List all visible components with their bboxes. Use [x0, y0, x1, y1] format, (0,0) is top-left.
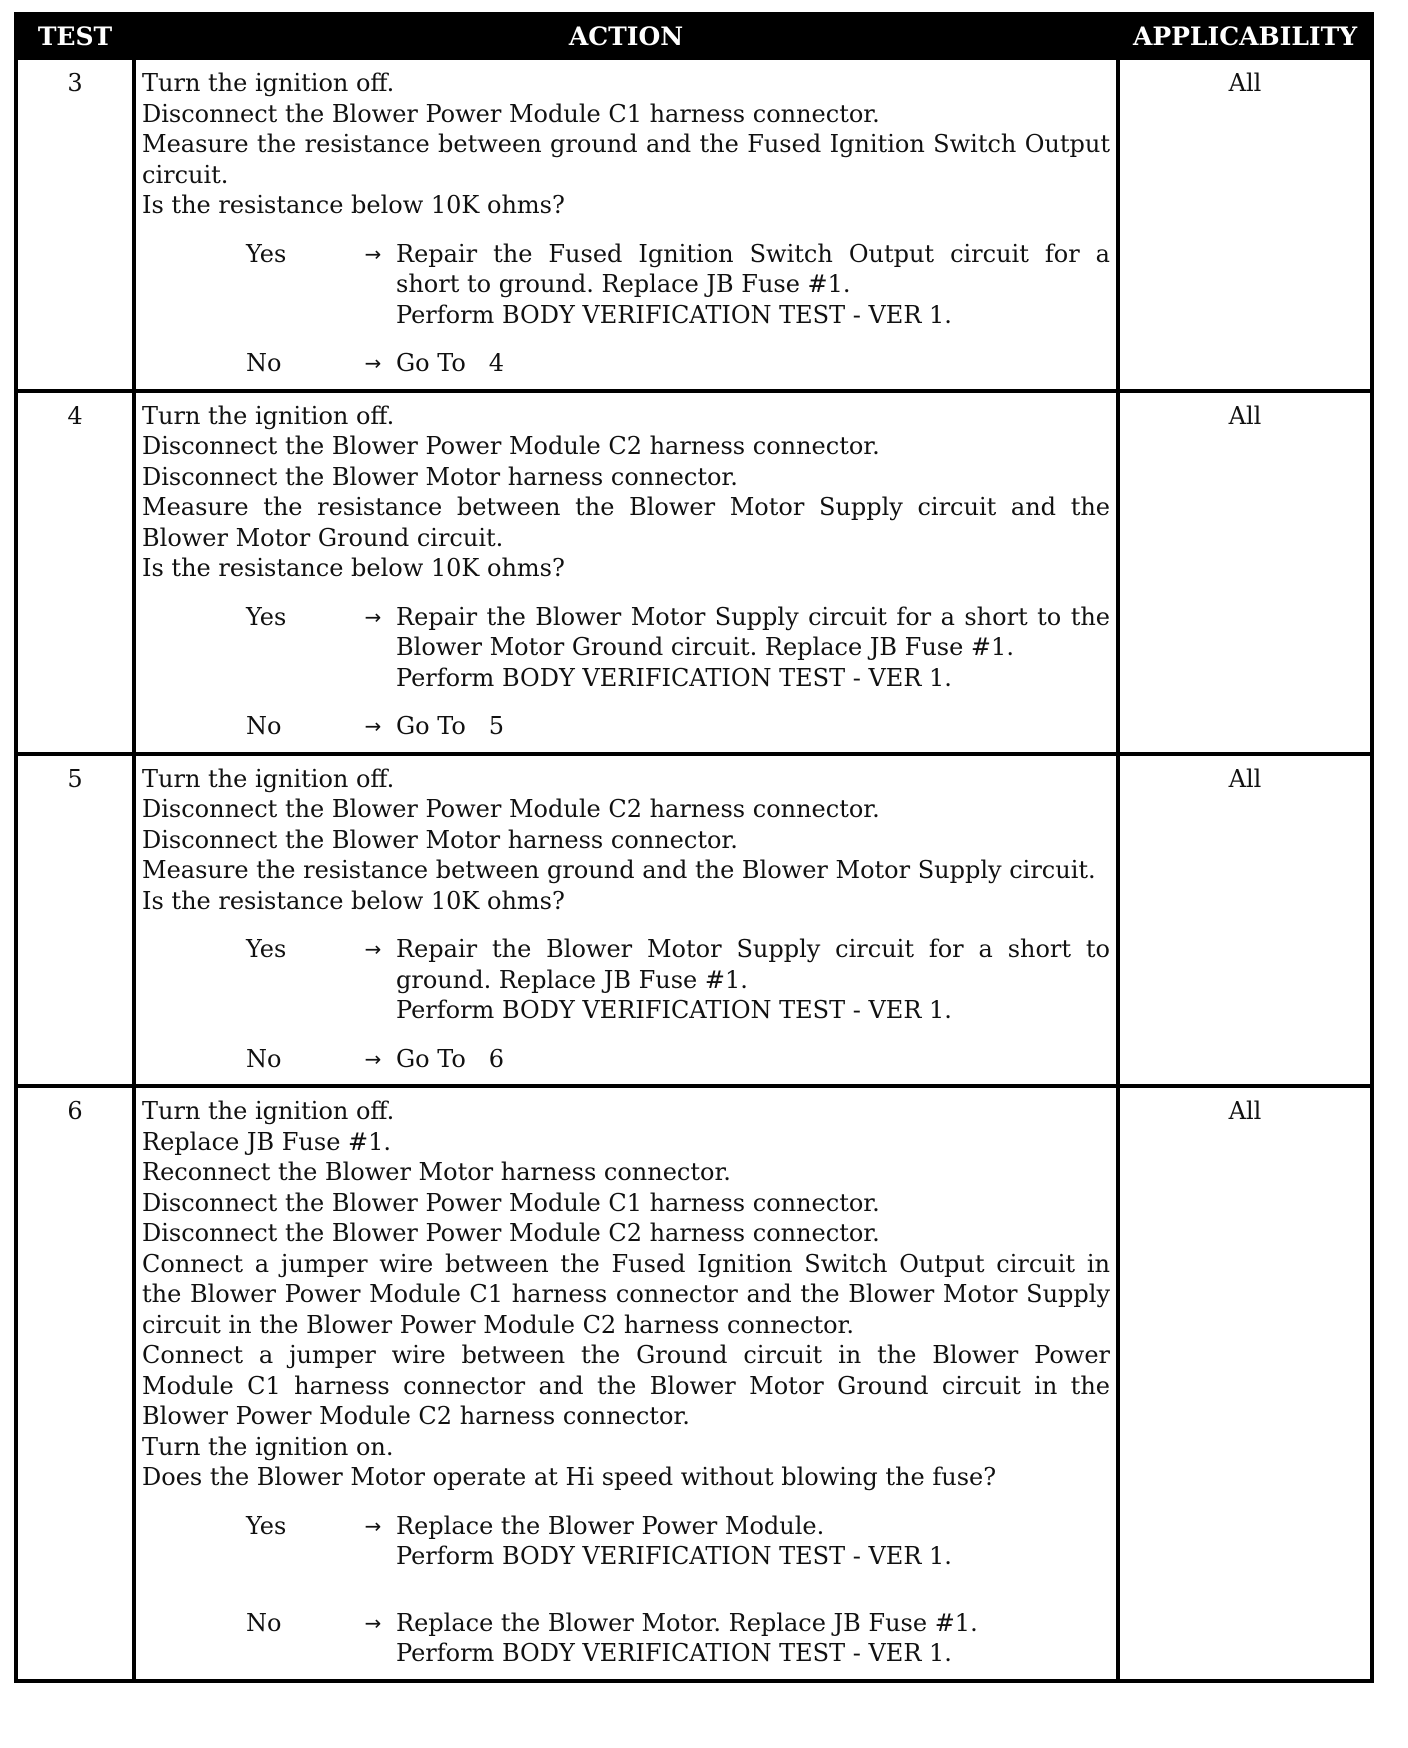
action-step: Measure the resistance between ground and the Fused Ignition Switch Output circuit.	[142, 130, 1110, 189]
no-result	[246, 1044, 1110, 1075]
yes-label: Yes	[246, 602, 287, 631]
table-row	[16, 58, 1372, 391]
action-step: Connect a jumper wire between the Ground circuit in the Blower Power Module C1 harness connector and the Blower Motor Ground circuit in the Blower Power Module C2 harness connector.	[142, 1341, 1110, 1430]
result-line: Replace the Blower Motor. Replace JB Fuse #1.	[396, 1608, 978, 1637]
test-number: 5	[16, 754, 134, 1087]
diagnostic-procedure-page	[14, 12, 1370, 1683]
no-label: No	[246, 712, 282, 740]
applicability-value: All	[1118, 391, 1372, 754]
table-row	[16, 391, 1372, 754]
action-step: Turn the ignition off.	[142, 764, 395, 793]
applicability-value: All	[1118, 754, 1372, 1087]
action-step: Disconnect the Blower Power Module C1 harness connector.	[142, 99, 880, 128]
no-result	[246, 1608, 1110, 1669]
arrow-icon: →	[364, 1610, 382, 1635]
yes-result	[246, 239, 1110, 331]
yes-result	[246, 602, 1110, 694]
result-line: Perform BODY VERIFICATION TEST - VER 1.	[396, 1542, 952, 1570]
action-step: Turn the ignition on.	[142, 1432, 394, 1461]
action-step: Measure the resistance between ground and the Blower Motor Supply circuit.	[142, 856, 1096, 884]
arrow-icon: →	[364, 351, 382, 375]
diagnostic-test-table	[14, 12, 1374, 1683]
action-step: Measure the resistance between the Blower Motor Supply circuit and the Blower Motor Ground circuit.	[142, 493, 1110, 552]
table-row	[16, 1086, 1372, 1681]
action-step: Disconnect the Blower Power Module C2 harness connector.	[142, 432, 880, 460]
test-number: 4	[16, 391, 134, 754]
action-step: Replace JB Fuse #1.	[142, 1127, 392, 1156]
result-line: Replace the Blower Power Module.	[396, 1511, 825, 1540]
result-line: Perform BODY VERIFICATION TEST - VER 1.	[396, 300, 952, 329]
action-cell	[134, 1086, 1118, 1681]
no-label: No	[246, 349, 282, 377]
goto-link[interactable]: Go To 6	[396, 1044, 504, 1073]
action-step: Disconnect the Blower Power Module C2 harness connector.	[142, 1219, 880, 1247]
header-applicability: APPLICABILITY	[1118, 14, 1372, 58]
table-header-row	[16, 14, 1372, 58]
arrow-icon: →	[364, 714, 382, 738]
no-result	[246, 348, 1110, 379]
yes-result	[246, 934, 1110, 1026]
action-cell	[134, 754, 1118, 1087]
action-step: Is the resistance below 10K ohms?	[142, 191, 565, 219]
goto-link[interactable]: Go To 5	[396, 712, 504, 740]
action-step: Turn the ignition off.	[142, 1097, 395, 1125]
test-number: 3	[16, 58, 134, 391]
header-action: ACTION	[134, 14, 1118, 58]
action-step: Does the Blower Motor operate at Hi speed without blowing the fuse?	[142, 1463, 997, 1491]
arrow-icon: →	[364, 604, 382, 629]
action-step: Connect a jumper wire between the Fused Ignition Switch Output circuit in the Blower Power Module C1 harness connector and the Blower Motor Supply circuit in the Blower Power Module C2 harness connector.	[142, 1249, 1110, 1339]
yes-result	[246, 1511, 1110, 1572]
table-row	[16, 754, 1372, 1087]
yes-label: Yes	[246, 1511, 287, 1540]
arrow-icon: →	[364, 241, 382, 266]
action-step: Reconnect the Blower Motor harness connector.	[142, 1158, 731, 1186]
action-cell	[134, 58, 1118, 391]
action-step: Is the resistance below 10K ohms?	[142, 554, 565, 582]
result-line: Repair the Fused Ignition Switch Output circuit for a short to ground. Replace JB Fuse #1.	[396, 239, 1110, 298]
action-step: Disconnect the Blower Power Module C1 harness connector.	[142, 1188, 880, 1217]
action-cell	[134, 391, 1118, 754]
goto-link[interactable]: Go To 4	[396, 349, 504, 377]
arrow-icon: →	[364, 1046, 382, 1071]
result-line: Repair the Blower Motor Supply circuit for a short to the Blower Motor Ground circuit. Replace JB Fuse #1.	[396, 602, 1110, 661]
arrow-icon: →	[364, 1513, 382, 1538]
no-result	[246, 711, 1110, 742]
result-line: Perform BODY VERIFICATION TEST - VER 1.	[396, 996, 952, 1024]
test-number: 6	[16, 1086, 134, 1681]
action-step: Turn the ignition off.	[142, 69, 395, 97]
no-label: No	[246, 1044, 282, 1073]
applicability-value: All	[1118, 1086, 1372, 1681]
arrow-icon: →	[364, 937, 382, 961]
result-line: Perform BODY VERIFICATION TEST - VER 1.	[396, 1639, 952, 1667]
yes-label: Yes	[246, 935, 287, 963]
action-step: Disconnect the Blower Motor harness connector.	[142, 462, 738, 491]
action-step: Disconnect the Blower Motor harness connector.	[142, 825, 738, 854]
action-step: Disconnect the Blower Power Module C2 harness connector.	[142, 795, 880, 823]
action-step: Turn the ignition off.	[142, 401, 395, 430]
applicability-value: All	[1118, 58, 1372, 391]
no-label: No	[246, 1608, 282, 1637]
yes-label: Yes	[246, 239, 287, 268]
result-line: Repair the Blower Motor Supply circuit for a short to ground. Replace JB Fuse #1.	[396, 935, 1110, 994]
action-step: Is the resistance below 10K ohms?	[142, 886, 565, 915]
header-test: TEST	[16, 14, 134, 58]
result-line: Perform BODY VERIFICATION TEST - VER 1.	[396, 663, 952, 692]
